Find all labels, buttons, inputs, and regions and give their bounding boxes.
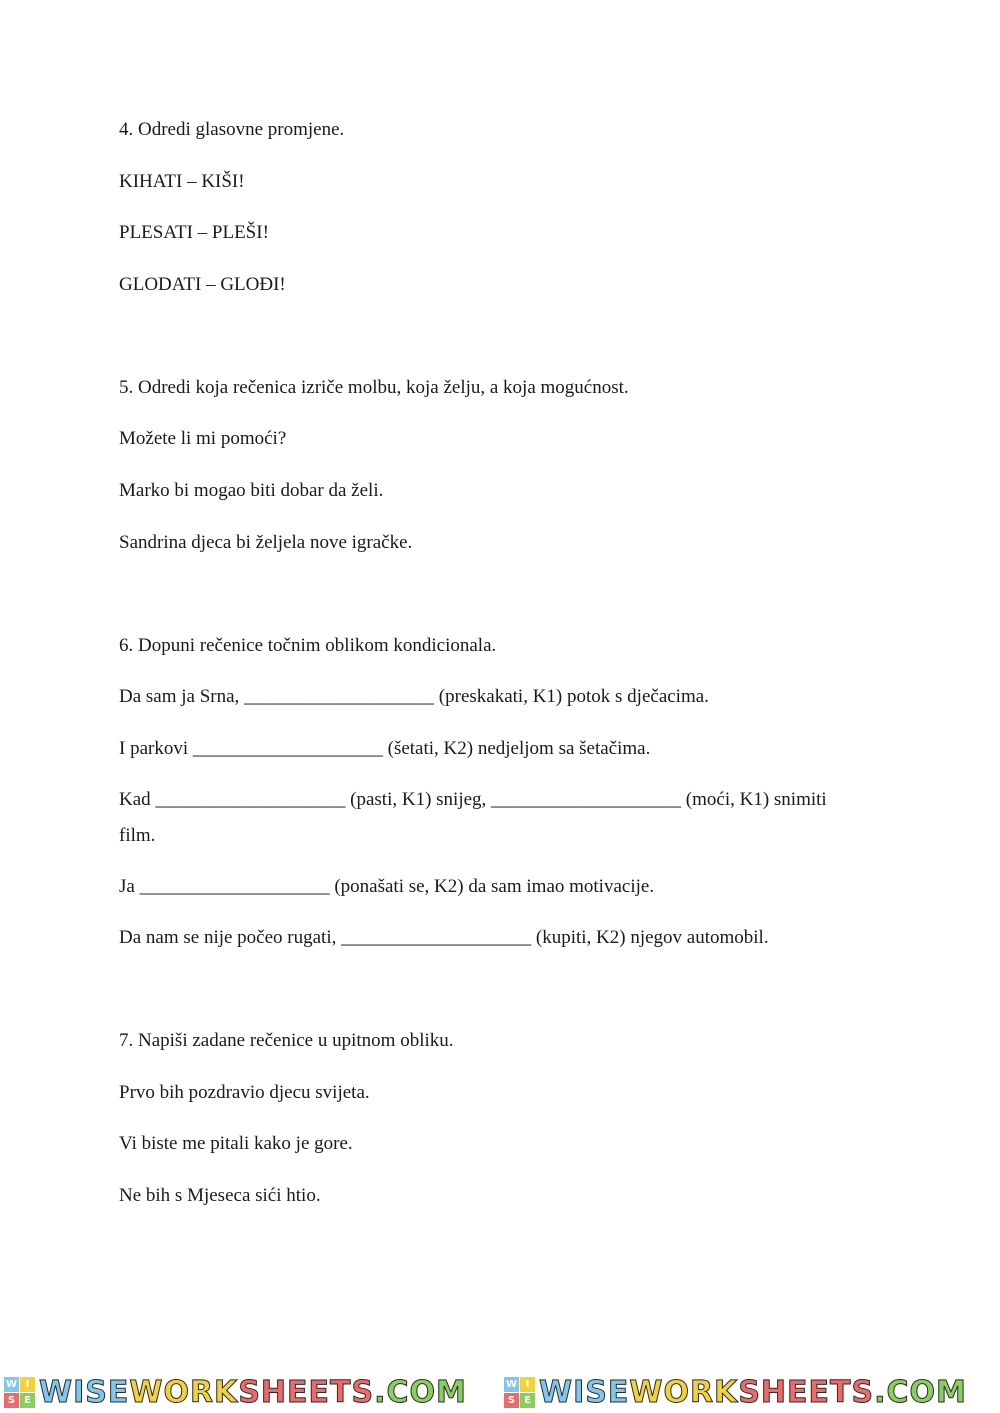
q4-item-2: PLESATI – PLEŠI! bbox=[119, 222, 269, 243]
brand-part: .COM bbox=[874, 1375, 967, 1410]
brand-part: WISE bbox=[539, 1375, 630, 1410]
q6-title: 6. Dopuni rečenice točnim oblikom kondicionala. bbox=[119, 635, 497, 656]
q6-item-5: Da nam se nije počeo rugati, ____________________ (kupiti, K2) njegov automobil. bbox=[119, 927, 769, 948]
brand-part: WORK bbox=[629, 1375, 739, 1410]
q5-item-3: Sandrina djeca bi željela nove igračke. bbox=[119, 532, 413, 553]
brand-part: .COM bbox=[374, 1375, 467, 1410]
logo-letter: W bbox=[505, 1379, 518, 1390]
q5-item-2: Marko bi mogao biti dobar da želi. bbox=[119, 480, 384, 501]
q7-item-2: Vi biste me pitali kako je gore. bbox=[119, 1133, 353, 1154]
q4-title: 4. Odredi glasovne promjene. bbox=[119, 119, 345, 140]
logo-letter: E bbox=[20, 1393, 35, 1408]
q6-item-4: Ja ____________________ (ponašati se, K2) da sam imao motivacije. bbox=[119, 876, 655, 897]
footer-watermark bbox=[0, 1372, 1000, 1413]
brand-part: SHEETS bbox=[738, 1375, 875, 1410]
logo-letter: I bbox=[520, 1377, 535, 1392]
brand-part: WISE bbox=[39, 1375, 130, 1410]
logo-mark bbox=[504, 1377, 535, 1408]
logo-letter: E bbox=[520, 1393, 535, 1408]
q7-item-3: Ne bih s Mjeseca sići htio. bbox=[119, 1185, 321, 1206]
q4-item-1: KIHATI – KIŠI! bbox=[119, 171, 245, 192]
q5-title: 5. Odredi koja rečenica izriče molbu, koja želju, a koja mogućnost. bbox=[119, 377, 629, 398]
logo-letter: S bbox=[4, 1393, 19, 1408]
q6-item-2: I parkovi ____________________ (šetati, K2) nedjeljom sa šetačima. bbox=[119, 738, 651, 759]
q7-title: 7. Napiši zadane rečenice u upitnom obliku. bbox=[119, 1030, 454, 1051]
q6-item-3-continuation: film. bbox=[119, 825, 156, 846]
brand-wordmark bbox=[539, 1375, 967, 1410]
q6-item-1: Da sam ja Srna, ____________________ (preskakati, K1) potok s dječacima. bbox=[119, 686, 709, 707]
brand-logo-1 bbox=[4, 1375, 500, 1410]
logo-letter: I bbox=[20, 1377, 35, 1392]
q5-item-1: Možete li mi pomoći? bbox=[119, 428, 287, 449]
q6-item-3: Kad ____________________ (pasti, K1) snijeg, ____________________ (moći, K1) snimiti bbox=[119, 789, 827, 810]
brand-logo-2 bbox=[504, 1375, 1000, 1410]
q4-item-3: GLODATI – GLOĐI! bbox=[119, 274, 286, 295]
logo-letter: W bbox=[5, 1379, 18, 1390]
logo-letter: S bbox=[504, 1393, 519, 1408]
brand-part: WORK bbox=[129, 1375, 239, 1410]
brand-part: SHEETS bbox=[238, 1375, 375, 1410]
q7-item-1: Prvo bih pozdravio djecu svijeta. bbox=[119, 1082, 370, 1103]
brand-wordmark bbox=[39, 1375, 467, 1410]
logo-mark bbox=[4, 1377, 35, 1408]
